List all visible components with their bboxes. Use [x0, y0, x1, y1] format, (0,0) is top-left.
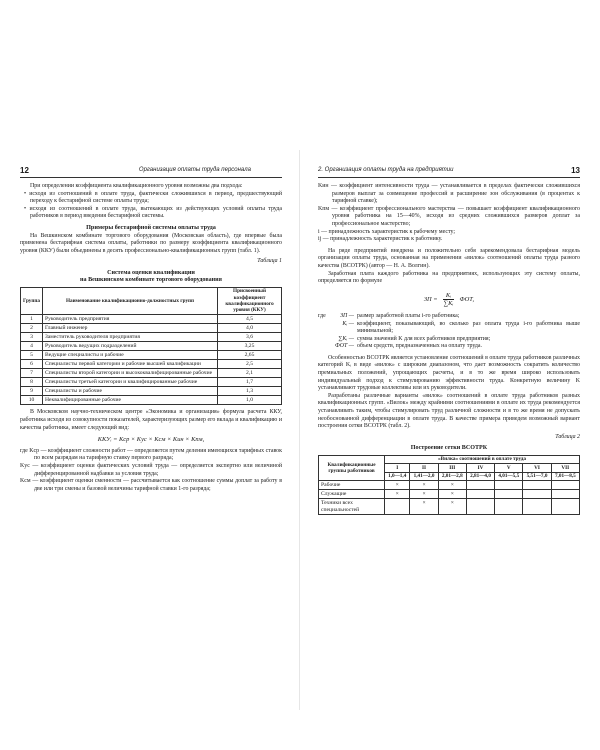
- coef-cell: 4,5: [218, 315, 282, 324]
- table-title-line: на Вешкинском комбинате торгового оборудования: [80, 277, 222, 284]
- group-name-cell: Служащие: [319, 490, 385, 499]
- span-header: «Вилка» соотношений в оплате труда: [385, 455, 580, 463]
- group-cell: 10: [21, 396, 43, 405]
- definition-item: [318, 183, 580, 206]
- body-paragraph: Разработаны различные варианты «вилок» соотношений в оплате труда работников разных квалификационных групп. «Вилок» между крайними соотношениями в оплате их труда рекомендуется устанавливать таким, чтобы стимулировать труд различной сложности и в то же время не допускать необоснованной дифференциации в оплате труда. В качестве примера приведем возможный вариант построения сетки ВСОТРК (табл. 2).: [318, 392, 580, 430]
- group-name-cell: Рабочие: [319, 481, 385, 490]
- where-text: коэффициент, показывающий, во сколько раз оплата труда i-го работника выше минимальной;: [357, 320, 580, 335]
- definition-item: [20, 478, 282, 493]
- name-cell: Главный инженер: [42, 324, 217, 333]
- mark-cell: [466, 481, 494, 490]
- coef-cell: 2,65: [218, 351, 282, 360]
- roman-header: I: [385, 464, 410, 472]
- body-paragraph: В Московском научно-техническом центре «Экономика и организация» формула расчета ККУ, работника исходя из совокупности показателей, характеризующих размер его вклада и квалификацию и качества работника, имеет следующий вид:: [20, 409, 282, 431]
- section-subheading: Примеры бестарифной системы оплаты труда: [86, 223, 216, 231]
- table-row: [21, 378, 282, 387]
- table-row: [21, 396, 282, 405]
- left-page: [20, 164, 282, 704]
- mark-cell: [495, 499, 523, 515]
- definition-item: [20, 463, 282, 478]
- coef-cell: 3,25: [218, 342, 282, 351]
- mark-cell: [523, 481, 551, 490]
- group-cell: 2: [21, 324, 43, 333]
- table-row: [319, 490, 580, 499]
- formula-right: ФОТ,: [459, 296, 475, 304]
- formula-numerator: Kᵢ: [443, 292, 454, 301]
- table-row: [319, 481, 580, 490]
- mark-cell: [551, 481, 579, 490]
- roman-header: V: [495, 464, 523, 472]
- where-text: сумма значений K для всех работников предприятия;: [357, 335, 491, 342]
- range-header: 7,01—8,5: [551, 472, 579, 480]
- name-cell: Специалисты и рабочие: [42, 387, 217, 396]
- where-item: [318, 313, 580, 321]
- group-cell: 5: [21, 351, 43, 360]
- mark-cell: ×: [438, 490, 466, 499]
- group-cell: 6: [21, 360, 43, 369]
- name-cell: Специалисты второй категории и высококвалифицированные рабочие: [42, 369, 217, 378]
- column-header: Квалификационные группы работников: [319, 455, 385, 480]
- page-number: 12: [20, 165, 29, 175]
- name-cell: Ведущие специалисты и рабочие: [42, 351, 217, 360]
- definition-item: [318, 236, 580, 244]
- table-row: [21, 324, 282, 333]
- table-row: [21, 351, 282, 360]
- table-title: [20, 270, 282, 285]
- page-number: 13: [571, 165, 580, 175]
- where-label: [318, 336, 332, 344]
- coef-cell: 3,6: [218, 333, 282, 342]
- coef-cell: 1,7: [218, 378, 282, 387]
- table-row: [21, 369, 282, 378]
- definition-item: [318, 206, 580, 229]
- column-header: Присвоенный коэффициент квалификационного уровня (ККУ): [218, 287, 282, 315]
- range-header: 5,51—7,0: [523, 472, 551, 480]
- kku-formula: ККУᵢ = Kср × Kус × Kсм × Kин × Kпм,: [97, 436, 205, 444]
- definition-item: [20, 448, 282, 463]
- mark-cell: ×: [410, 481, 438, 490]
- bullet-item: • исходя из соотношений в оплате труда, фактически сложившихся в период, предшествующий переходу к бестарифной системе оплаты труда;: [24, 190, 282, 205]
- name-cell: Руководитель предприятия: [42, 315, 217, 324]
- definition-lead: Kсм —: [20, 478, 39, 485]
- bullet-item: • исходя из соотношений в оплате труда, вытекающих из действующих условий оплаты труда работников в период введения бестарифной системы.: [24, 205, 282, 220]
- name-cell: Неквалифицированные рабочие: [42, 396, 217, 405]
- range-header: 2,01—2,8: [438, 472, 466, 480]
- column-header: Наименование квалификационно-должностных групп: [42, 287, 217, 315]
- coef-cell: 2,5: [218, 360, 282, 369]
- roman-header: III: [438, 464, 466, 472]
- table-row: [21, 387, 282, 396]
- mark-cell: [495, 490, 523, 499]
- group-cell: 8: [21, 378, 43, 387]
- table-title: Построение сетки ВСОТРК: [410, 445, 488, 452]
- running-head-title: 2. Организация оплаты труда на предприятии: [318, 166, 454, 173]
- mark-cell: [385, 499, 410, 515]
- running-head-title: Организация оплаты труда персонала: [138, 166, 251, 173]
- coef-cell: 1,3: [218, 387, 282, 396]
- formula-left: ЗП =: [423, 296, 438, 304]
- definition-lead: i —: [318, 228, 327, 235]
- table-row: [21, 333, 282, 342]
- where-symbol: ЗП —: [340, 312, 354, 319]
- where-label: [318, 343, 332, 351]
- table-title-line: Система оценки квалификации: [107, 269, 195, 276]
- roman-header: VII: [551, 464, 579, 472]
- roman-header: II: [410, 464, 438, 472]
- mark-cell: ×: [385, 490, 410, 499]
- group-name-cell: Техники всех специальностей: [319, 499, 385, 515]
- mark-cell: [466, 490, 494, 499]
- mark-cell: ×: [410, 490, 438, 499]
- intro-paragraph: При определении коэффициента квалификационного уровня возможны два подхода:: [30, 183, 243, 189]
- roman-header: VI: [523, 464, 551, 472]
- body-paragraph: Заработная плата каждого работника на предприятиях, использующих эту систему оплаты, определяется по формуле: [318, 270, 580, 285]
- range-header: 1,41—2,0: [410, 472, 438, 480]
- roman-header: IV: [466, 464, 494, 472]
- range-header: 2,81—4,0: [466, 472, 494, 480]
- mark-cell: [523, 499, 551, 515]
- mark-cell: ×: [438, 481, 466, 490]
- table-label: Таблица 2: [555, 433, 580, 440]
- definition-lead: Kус —: [20, 462, 39, 469]
- definition-text: принадлежность характеристик к рабочему месту;: [328, 228, 456, 235]
- definition-lead: где Kср —: [20, 447, 47, 454]
- column-header: Группа: [21, 287, 43, 315]
- table-label: Таблица 1: [257, 258, 282, 265]
- definition-text: коэффициент сложности работ — определяется путем деления имеющихся тарифных ставок по всем разрядам на тарифную ставку первого разряда;: [34, 447, 282, 462]
- table-row: [21, 315, 282, 324]
- coef-cell: 4,0: [218, 324, 282, 333]
- name-cell: Специалисты третьей категории и квалифицированные рабочие: [42, 378, 217, 387]
- coef-cell: 1,0: [218, 396, 282, 405]
- table-row: [319, 499, 580, 515]
- definition-text: принадлежность характеристик к работнику.: [330, 236, 443, 243]
- definition-text: коэффициент оценки фактических условий труда — определяется экспертно или величиной дифференцированной надбавки за условия труда;: [34, 462, 282, 477]
- formula-fraction: [441, 292, 457, 308]
- right-running-head: [318, 164, 580, 178]
- right-page: [318, 164, 580, 704]
- name-cell: Руководитель ведущих подразделений: [42, 342, 217, 351]
- definition-text: коэффициент интенсивности труда — устанавливается в пределах фактически сложившихся размеров выплат за совмещение профессий и расширение зон обслуживания (в процентах к тарифной ставке);: [332, 183, 580, 205]
- page-gutter: [299, 150, 300, 710]
- where-item: [318, 321, 580, 336]
- mark-cell: ×: [385, 481, 410, 490]
- definition-text: коэффициент профессионального мастерства — повышает коэффициент квалификационного уровня работника на 15—40%, исходя из средних сложившихся размеров доплат за профессиональное мастерство;: [332, 205, 580, 227]
- mark-cell: [495, 481, 523, 490]
- group-cell: 7: [21, 369, 43, 378]
- where-label: где: [318, 312, 326, 319]
- left-running-head: [20, 164, 282, 178]
- qualification-table: [20, 287, 282, 406]
- definition-lead: ij —: [318, 236, 329, 243]
- where-text: размер заработной платы i-го работника;: [357, 312, 460, 319]
- body-paragraph: На Вешкинском комбинате торгового оборудования (Московская область), где впервые была применена бестарифная система оплаты, работники по размеру коэффициента квалификационного уровня (ККУ) были объединены в десять профессионально-квалификационных групп (табл. 1).: [20, 232, 282, 254]
- mark-cell: [551, 490, 579, 499]
- name-cell: Заместитель руководителя предприятия: [42, 333, 217, 342]
- group-cell: 4: [21, 342, 43, 351]
- where-symbol: Kᵢ —: [342, 320, 354, 327]
- group-cell: 3: [21, 333, 43, 342]
- where-label: [318, 321, 332, 336]
- group-cell: 1: [21, 315, 43, 324]
- definition-lead: Kпм —: [318, 205, 338, 212]
- mark-cell: ×: [438, 499, 466, 515]
- table-row: [21, 342, 282, 351]
- definition-text: коэффициент оценки сменности — рассчитывается как соотношение суммы доплат за работу в две или три смены и базовой величины тарифной ставки 1-го разряда;: [34, 478, 282, 492]
- body-paragraph: На ряде предприятий внедрена и положительно себя зарекомендовала бестарифная модель организации оплаты труда, основанная на применении «вилок» соотношений оплаты труда разного качества (ВСОТРК) (автор — Н. А. Волгин).: [318, 247, 580, 269]
- table-row: [21, 360, 282, 369]
- mark-cell: [551, 499, 579, 515]
- range-header: 4,01—5,5: [495, 472, 523, 480]
- where-symbol: ФОТ —: [334, 343, 354, 350]
- salary-formula: [318, 292, 580, 308]
- coef-cell: 2,1: [218, 369, 282, 378]
- name-cell: Специалисты первой категории и рабочие высшей квалификации: [42, 360, 217, 369]
- mark-cell: [523, 490, 551, 499]
- formula-denominator: ∑Kᵢ: [443, 300, 454, 308]
- mark-cell: ×: [410, 499, 438, 515]
- where-text: объем средств, предназначенных на оплату труда.: [357, 343, 483, 350]
- definition-lead: Kин —: [318, 183, 337, 189]
- where-item: [318, 343, 580, 351]
- vsotrk-table: [318, 455, 580, 515]
- body-paragraph: Особенностью ВСОТРК является установление соотношений в оплате труда работников различных категорий Kᵢ в виде «вилок» с широким диапазоном, что дает возможность сократить количество премиальных положений, упрощающих расчеты, и в то же время широко использовать индивидуальный подход к стимулированию эффективности труда. Конкретную величину K устанавливают трудовые коллективы или их руководители.: [318, 354, 580, 392]
- mark-cell: [466, 499, 494, 515]
- group-cell: 9: [21, 387, 43, 396]
- where-symbol: ∑Kᵢ —: [338, 335, 354, 342]
- range-header: 1,0—1,4: [385, 472, 410, 480]
